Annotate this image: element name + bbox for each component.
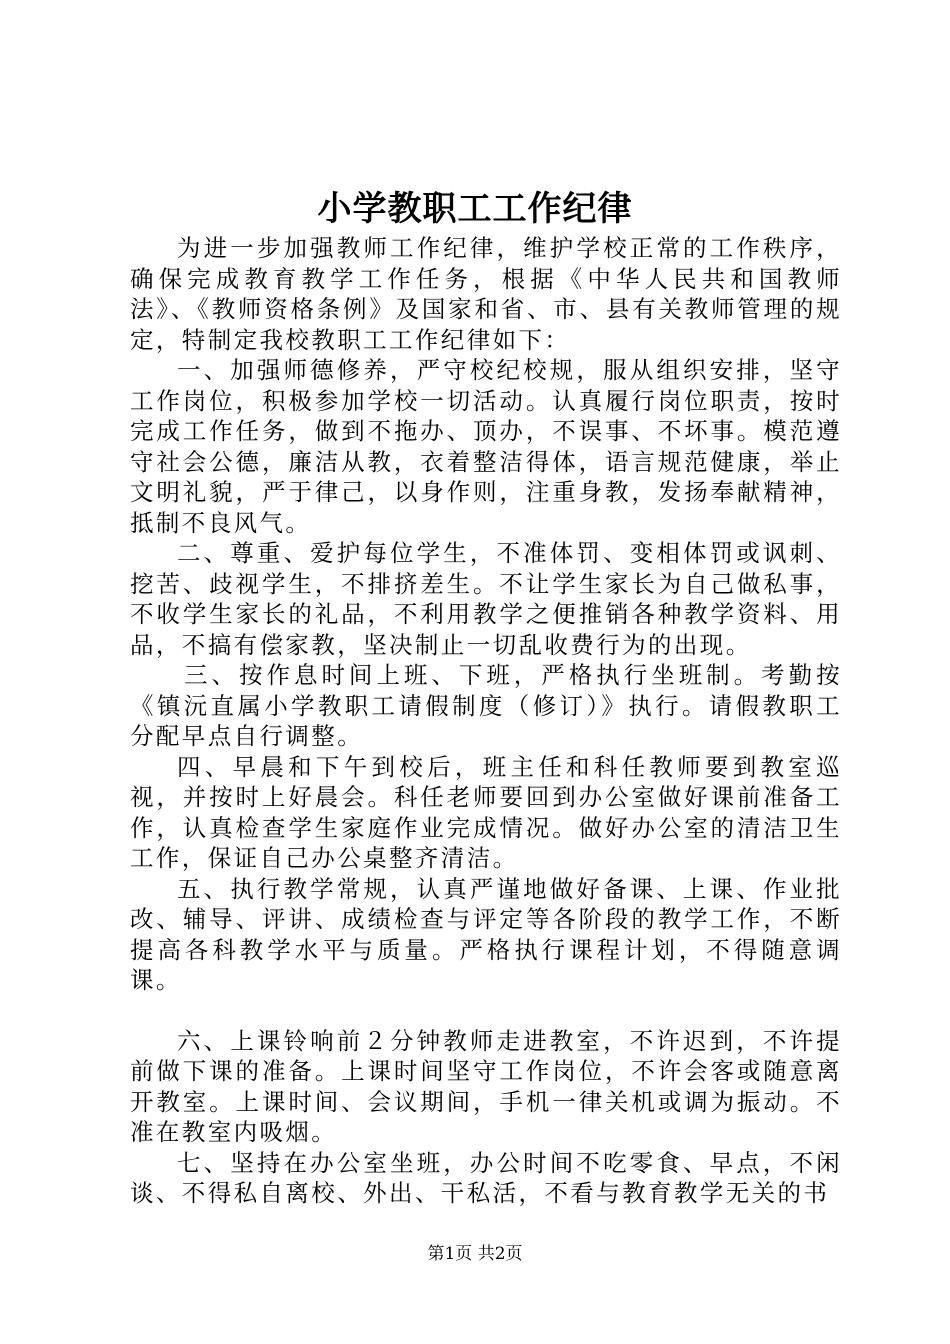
document-title: 小学教职工工作纪律 (317, 189, 633, 229)
rule-4-paragraph: 四、早晨和下午到校后，班主任和科任教师要到教室巡视，并按时上好晨会。科任老师要回到办公室做好课前准备工作，认真检查学生家庭作业完成情况。做好办公室的清洁卫生工作，保证自己办公桌整齐清洁。 (130, 752, 842, 872)
rule-5-paragraph: 五、执行教学常规，认真严谨地做好备课、上课、作业批改、辅导、评讲、成绩检查与评定等各阶段的教学工作，不断提高各科教学水平与质量。严格执行课程计划，不得随意调课。 (130, 874, 842, 994)
rule-1-paragraph: 一、加强师德修养，严守校纪校规，服从组织安排，坚守工作岗位，积极参加学校一切活动。认真履行岗位职责，按时完成工作任务，做到不拖办、顶办，不误事、不坏事。模范遵守社会公德，廉洁从教，衣着整洁得体，语言规范健康，举止文明礼貌，严于律己，以身作则，注重身教，发扬奉献精神，抵制不良风气。 (130, 356, 842, 537)
document-body (130, 233, 842, 1209)
rule-3-paragraph: 三、按作息时间上班、下班，严格执行坐班制。考勤按《镇沅直属小学教职工请假制度（修订）》执行。请假教职工分配早点自行调整。 (130, 661, 842, 750)
rule-2-paragraph: 二、尊重、爱护每位学生，不准体罚、变相体罚或讽刺、挖苦、歧视学生，不排挤差生。不让学生家长为自己做私事，不收学生家长的礼品，不利用教学之便推销各种教学资料、用品，不搞有偿家教，坚决制止一切乱收费行为的出现。 (130, 539, 842, 659)
rule-6-paragraph: 六、上课铃响前２分钟教师走进教室，不许迟到，不许提前做下课的准备。上课时间坚守工作岗位，不许会客或随意离开教室。上课时间、会议期间，手机一律关机或调为振动。不准在教室内吸烟。 (130, 1026, 842, 1146)
intro-paragraph: 为进一步加强教师工作纪律，维护学校正常的工作秩序，确保完成教育教学工作任务，根据《中华人民共和国教师法》、《教师资格条例》及国家和省、市、县有关教师管理的规定，特制定我校教职工工作纪律如下： (130, 234, 842, 354)
page-number-footer: 第1页 共2页 (427, 1244, 523, 1264)
rule-7-paragraph: 七、坚持在办公室坐班，办公时间不吃零食、早点，不闲谈、不得私自离校、外出、干私活，不看与教育教学无关的书 (130, 1148, 842, 1207)
